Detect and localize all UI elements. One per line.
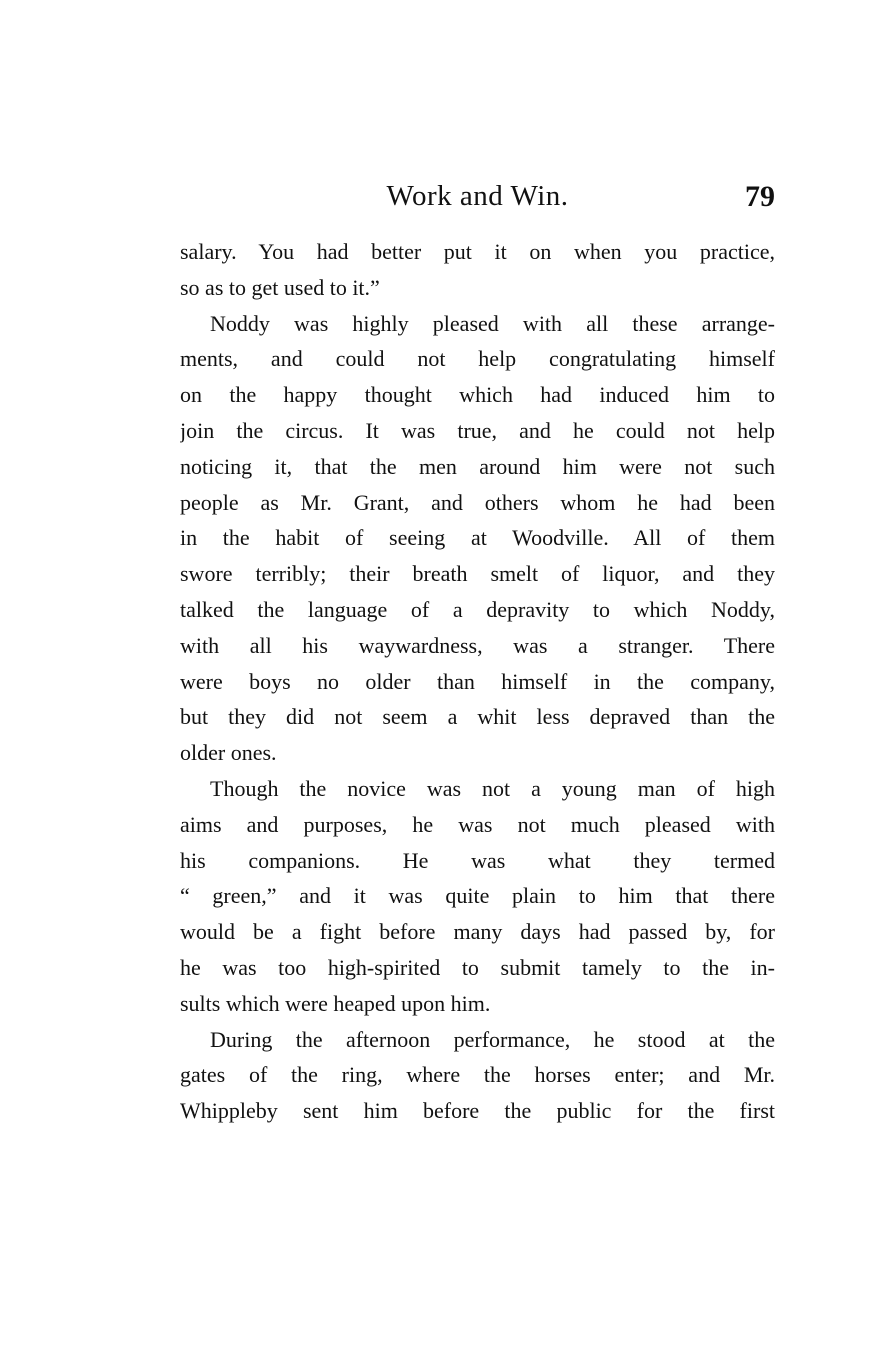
text-line: people as Mr. Grant, and others whom he had been <box>180 489 775 515</box>
text-line: would be a fight before many days had passed by, for <box>180 919 775 945</box>
text-line: he was too high-spirited to submit tamely to the in- <box>180 954 775 980</box>
text-line: Whippleby sent him before the public for the first <box>180 1098 775 1124</box>
text-line: During the afternoon performance, he stood at the <box>210 1026 775 1052</box>
text-line: with all his waywardness, was a stranger. There <box>180 632 775 658</box>
text-line: Noddy was highly pleased with all these arrange- <box>210 310 775 336</box>
text-line: ments, and could not help congratulating himself <box>180 346 775 372</box>
text-line: aims and purposes, he was not much pleased with <box>180 811 775 837</box>
page-number: 79 <box>745 180 775 213</box>
text-line: swore terribly; their breath smelt of liquor, and they <box>180 561 775 587</box>
text-line: older ones. <box>180 740 277 766</box>
text-line: gates of the ring, where the horses enter; and Mr. <box>180 1062 775 1088</box>
text-line: were boys no older than himself in the company, <box>180 668 775 694</box>
text-line: noticing it, that the men around him were not such <box>180 453 775 479</box>
text-line: Though the novice was not a young man of high <box>210 775 775 801</box>
text-line: in the habit of seeing at Woodville. All of them <box>180 525 775 551</box>
text-line: on the happy thought which had induced him to <box>180 382 775 408</box>
text-line: sults which were heaped upon him. <box>180 990 491 1016</box>
text-line: so as to get used to it.” <box>180 274 380 300</box>
text-line: his companions. He was what they termed <box>180 847 775 873</box>
running-title: Work and Win. <box>386 180 569 212</box>
running-head <box>180 180 775 220</box>
text-line: “ green,” and it was quite plain to him that there <box>180 883 775 909</box>
text-line: talked the language of a depravity to which Noddy, <box>180 596 775 622</box>
body-text <box>180 234 775 1129</box>
text-line: join the circus. It was true, and he could not help <box>180 417 775 443</box>
text-line: salary. You had better put it on when you practice, <box>180 239 775 264</box>
text-line: but they did not seem a whit less depraved than the <box>180 704 775 730</box>
